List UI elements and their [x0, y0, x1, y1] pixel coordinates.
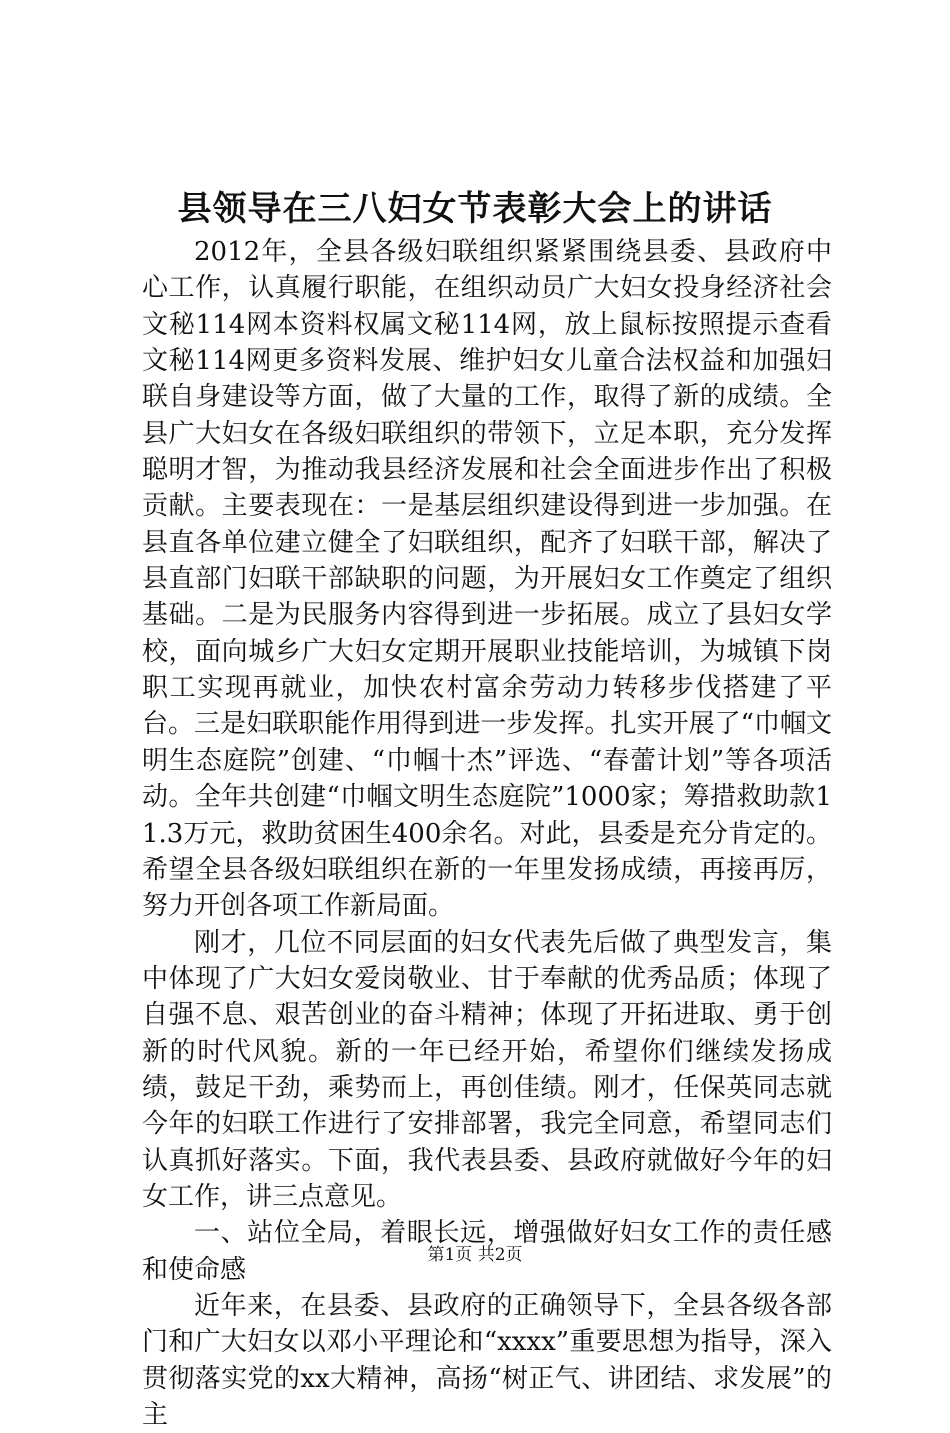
- page-number-footer: 第1页 共2页: [427, 1245, 523, 1265]
- paragraph-recent-years: 近年来，在县委、县政府的正确领导下，全县各级各部门和广大妇女以邓小平理论和“xxxx”重要思想为指导，深入贯彻落实党的xx大精神，高扬“树正气、讲团结、求发展”的主: [142, 1290, 832, 1430]
- document-title: 县领导在三八妇女节表彰大会上的讲话: [177, 189, 773, 229]
- section-heading-one: 一、站位全局，着眼长远，增强做好妇女工作的责任感和使命感: [142, 1218, 832, 1285]
- paragraph-achievements: 2012年，全县各级妇联组织紧紧围绕县委、县政府中心工作，认真履行职能，在组织动员广大妇女投身经济社会文秘114网本资料权属文秘114网，放上鼠标按照提示查看文秘114网更多资料发展、维护妇女儿童合法权益和加强妇联自身建设等方面，做了大量的工作，取得了新的成绩。全县广大妇女在各级妇联组织的带领下，立足本职，充分发挥聪明才智，为推动我县经济发展和社会全面进步作出了积极贡献。主要表现在：一是基层组织建设得到进一步加强。在县直各单位建立健全了妇联组织，配齐了妇联干部，解决了县直部门妇联干部缺职的问题，为开展妇女工作奠定了组织基础。二是为民服务内容得到进一步拓展。成立了县妇女学校，面向城乡广大妇女定期开展职业技能培训，为城镇下岗职工实现再就业，加快农村富余劳动力转移步伐搭建了平台。三是妇联职能作用得到进一步发挥。扎实开展了“巾帼文明生态庭院”创建、“巾帼十杰”评选、“春蕾计划”等各项活动。全年共创建“巾帼文明生态庭院”1000家；筹措救助款11.3万元，救助贫困生400余名。对此，县委是充分肯定的。希望全县各级妇联组织在新的一年里发扬成绩，再接再厉，努力开创各项工作新局面。: [142, 237, 832, 922]
- paragraph-representatives: 刚才，几位不同层面的妇女代表先后做了典型发言，集中体现了广大妇女爱岗敬业、甘于奉献的优秀品质；体现了自强不息、艰苦创业的奋斗精神；体现了开拓进取、勇于创新的时代风貌。新的一年已经开始，希望你们继续发扬成绩，鼓足干劲，乘势而上，再创佳绩。刚才，任保英同志就今年的妇联工作进行了安排部署，我完全同意，希望同志们认真抓好落实。下面，我代表县委、县政府就做好今年的妇女工作，讲三点意见。: [142, 927, 832, 1212]
